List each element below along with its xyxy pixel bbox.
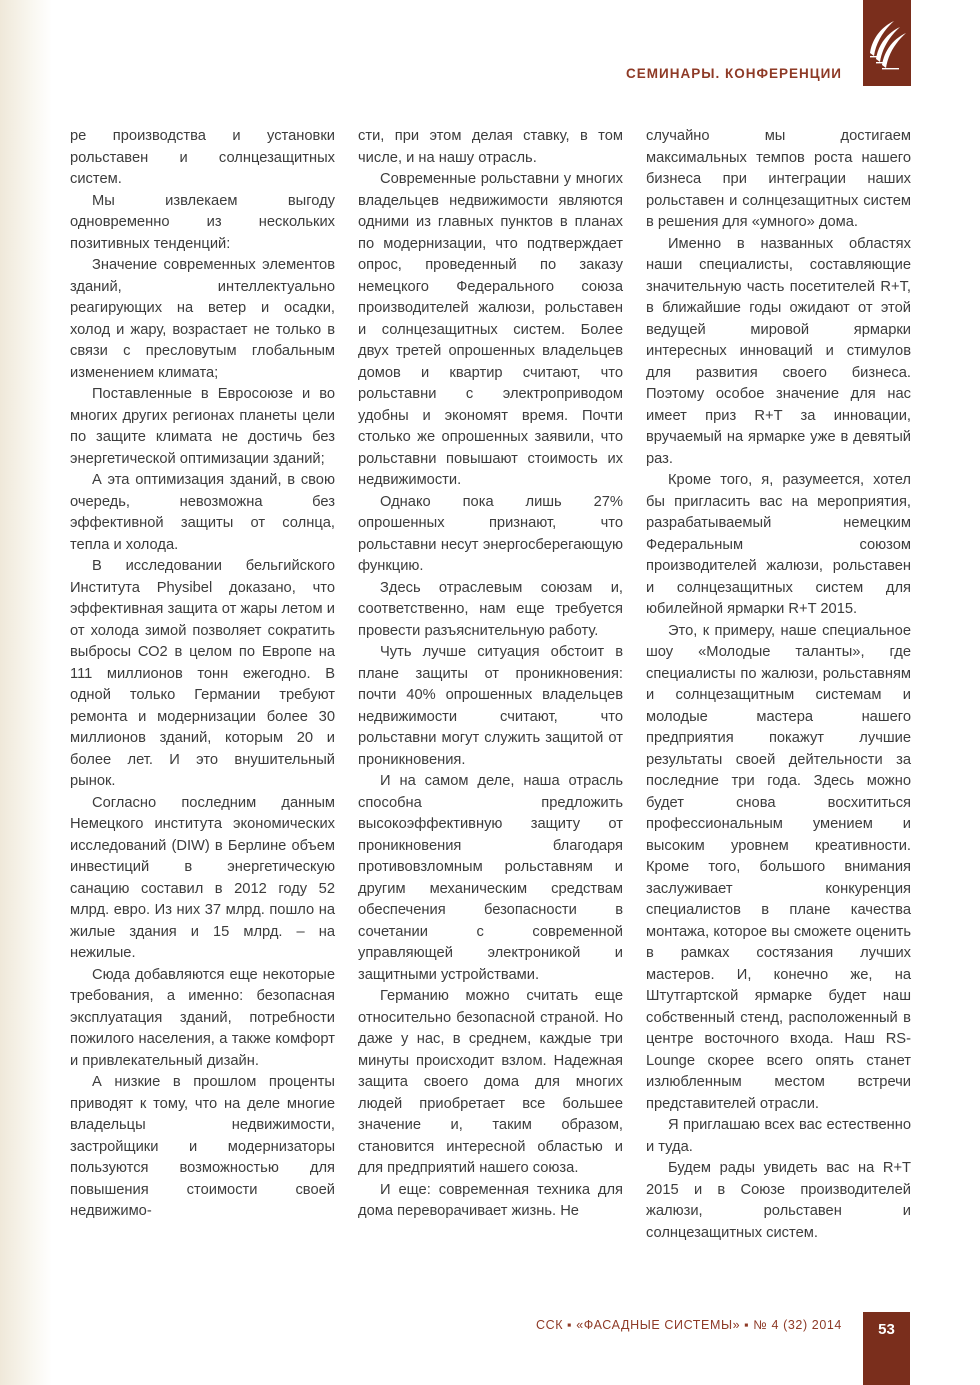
page-number: 53: [878, 1321, 895, 1338]
paragraph: Сюда добавляются еще некоторые требования, а именно: безопасная эксплуатация зданий, потребности пожилого населения, а также комфорт и привлекательный дизайн.: [70, 966, 335, 1069]
paragraph: Германию можно считать еще относительно безопасной страной. Но даже у нас, в среднем, каждые три минуты происходит взлом. Надежная защита своего дома для многих людей приобретает все большее значение и, таким образом, становится интересной областью и для предприятий нашего союза.: [358, 988, 623, 1176]
swoosh-pages-icon: [867, 17, 907, 80]
paragraph: ре производства и установки рольставен и солнцезащитных систем.: [70, 128, 335, 187]
paragraph: Согласно последним данным Немецкого института экономических исследований (DIW) в Берлине объем инвестиций в энергетическую санацию составил в 2012 году 52 млрд. евро. Из них 37 млрд. пошло на жилые здания и 15 млрд. – на нежилые.: [70, 794, 335, 961]
article-column-1: [70, 126, 335, 1244]
paragraph: И еще: современная техника для дома переворачивает жизнь. Не: [358, 1181, 623, 1219]
paragraph: Мы извлекаем выгоду одновременно из нескольких позитивных тенденций:: [70, 192, 335, 252]
paragraph: сти, при этом делая ставку, в том числе, и на нашу отрасль.: [358, 128, 623, 166]
paragraph: Будем рады увидеть вас на R+T 2015 и в Союзе производителей жалюзи, рольставен и солнцезащитных систем.: [646, 1160, 911, 1241]
paragraph: Чуть лучше ситуация обстоит в плане защиты от проникновения: почти 40% опрошенных владельцев недвижимости считают, что рольставни могут служить защитой от проникновения.: [358, 644, 623, 768]
paragraph: Значение современных элементов зданий, интеллектуально реагирующих на ветер и осадки, холод и жару, возрастает не только в связи с пресловутым глобальным изменением климата;: [70, 257, 335, 381]
footer-journal-line: ССК ▪ «ФАСАДНЫЕ СИСТЕМЫ» ▪ № 4 (32) 2014: [535, 1318, 842, 1332]
paragraph: И на самом деле, наша отрасль способна предложить высокоэффективную защиту от проникновения благодаря противовзломным рольставням и другим механическим средствам обеспечения безопасности в сочетании с современной управляющей электроникой и защитными устройствами.: [358, 773, 623, 983]
paragraph: Кроме того, я, разумеется, хотел бы пригласить вас на мероприятия, разрабатываемый немецким Федеральным союзом производителей жалюзи, рольставен и солнцезащитных систем для юбилейной ярмарки R+T 2015.: [646, 472, 911, 617]
paragraph: Здесь отраслевым союзам и, соответственно, нам еще требуется провести разъяснительную работу.: [358, 579, 623, 639]
paragraph: Именно в названных областях наши специалисты, составляющие значительную часть посетителей R+T, в ближайшие годы ожидают от этой ведущей мировой ярмарки интересных инноваций и стимулов для развития своего бизнеса. Поэтому особое значение для нас имеет приз R+T за инновации, вручаемый на ярмарке уже в девятый раз.: [646, 235, 911, 467]
paragraph: случайно мы достигаем максимальных темпов роста нашего бизнеса при интеграции наших рольставен и солнцезащитных систем в решения для «умного» дома.: [646, 128, 911, 230]
paragraph: А эта оптимизация зданий, в свою очередь, невозможна без эффективной защиты от солнца, тепла и холода.: [70, 472, 335, 553]
paragraph: Однако пока лишь 27% опрошенных признают, что рольставни несут энергосберегающую функцию.: [358, 493, 623, 574]
paragraph: В исследовании бельгийского Института Physibel доказано, что эффективная защита от жары летом и от холода зимой позволяет сократить выбросы СО2 в целом по Европе на 111 миллионов тонн ежегодно. В одной только Германии требуют ремонта и модернизации более 30 миллионов зданий, которым 20 и более лет. И это внушительный рынок.: [70, 558, 335, 789]
section-title: СЕМИНАРЫ. КОНФЕРЕНЦИИ: [626, 66, 842, 81]
left-gradient-strip: [0, 0, 52, 1385]
page-number-box: [863, 1312, 910, 1385]
article-body: [70, 126, 911, 1244]
paragraph: Я приглашаю всех вас естественно и туда.: [646, 1117, 911, 1155]
paragraph: Это, к примеру, наше специальное шоу «Молодые таланты», где специалисты по жалюзи, рольставням и солнцезащитным системам и молодые мастера нашего предприятия покажут лучшие результаты своей дейтельности за последние три года. Здесь можно будет снова восхититься профессиональным умением и высоким уровнем креативности. Кроме того, большого внимания заслуживает конкуренция специалистов в плане качества монтажа, которое вы сможете оценить в рамках состязания лучших мастеров. И, конечно же, на Штутгартской ярмарке будет наш собственный стенд, расположенный в центре восточного входа. Наш RS-Lounge скорее всего опять станет излюбленным местом встречи представителей отрасли.: [646, 622, 911, 1112]
publisher-logo-box: [863, 0, 911, 86]
paragraph: А низкие в прошлом проценты приводят к тому, что на деле многие владельцы недвижимости, застройщики и модернизаторы пользуются возможностью для повышения стоимости своей недвижимо-: [70, 1074, 335, 1219]
article-column-2: [358, 126, 623, 1244]
paragraph: Поставленные в Евросоюзе и во многих других регионах планеты цели по защите климата не достичь без энергетической оптимизации зданий;: [70, 386, 335, 467]
paragraph: Современные рольставни у многих владельцев недвижимости являются одними из главных пунктов в планах по модернизации, что подтверждает опрос, проведенный по заказу немецкого Федерального союза производителей жалюзи, рольставен и солнцезащитных систем. Более двух третей опрошенных владельцев домов и квартир считают, что рольставни с электроприводом удобны и экономят время. Почти столько же опрошенных заявили, что рольставни повышают стоимость их недвижимости.: [358, 171, 623, 488]
article-column-3: [646, 126, 911, 1244]
